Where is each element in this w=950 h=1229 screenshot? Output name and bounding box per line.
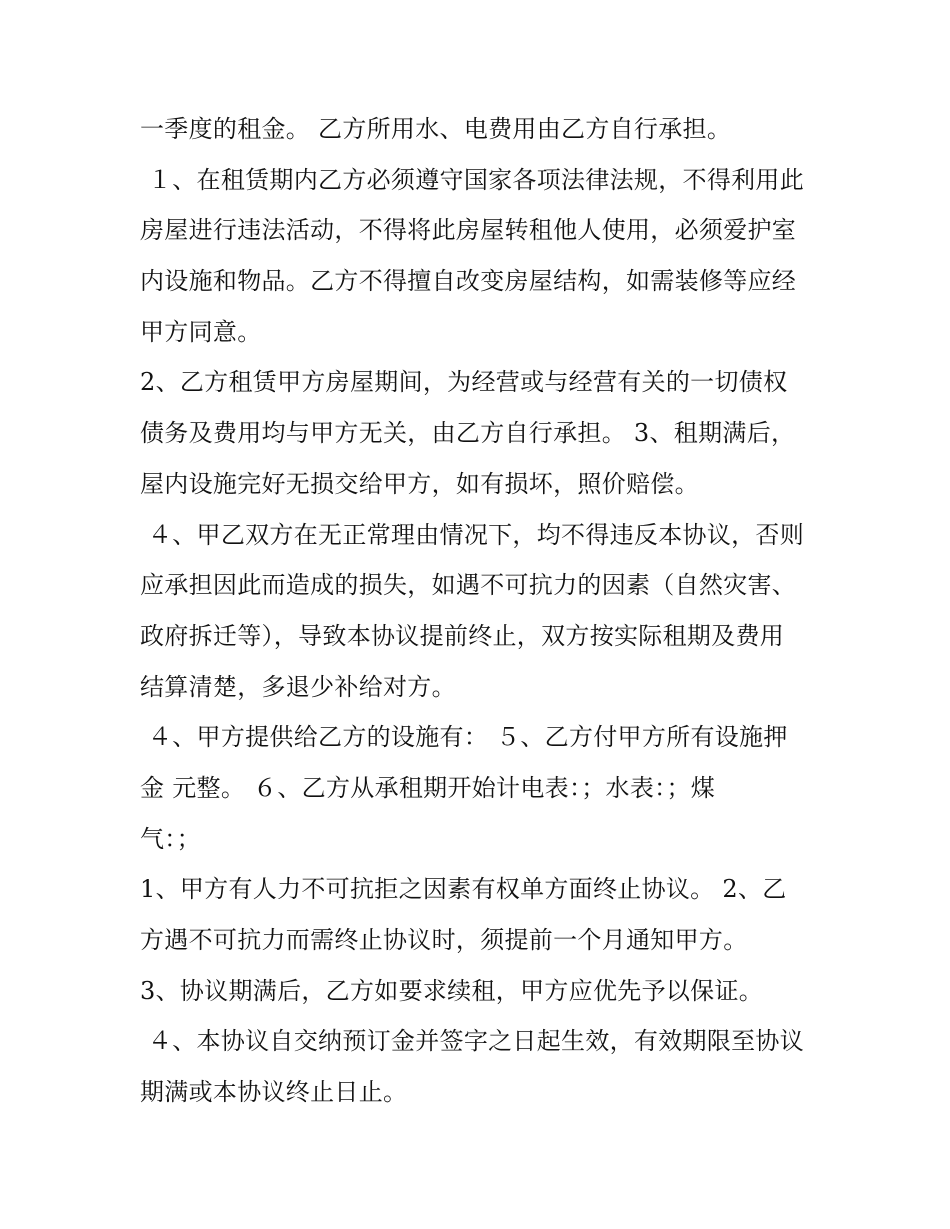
text-line: 3、协议期满后，乙方如要求续租，甲方应优先予以保证。 (140, 976, 764, 1005)
text-line: 1、甲方有人力不可抗拒之因素有权单方面终止协议。 2、乙 (140, 875, 787, 904)
text-line: 屋内设施完好无损交给甲方，如有损坏，照价赔偿。 (140, 469, 699, 498)
document-body (140, 104, 830, 1118)
text-line: １、在租赁期内乙方必须遵守国家各项法律法规，不得利用此 (140, 165, 805, 194)
text-line: 债务及费用均与甲方无关，由乙方自行承担。 3、租期满后， (140, 419, 796, 448)
text-line: 甲方同意。 (140, 317, 262, 346)
text-line: 气：； (140, 824, 201, 853)
text-line: ４、本协议自交纳预订金并签字之日起生效，有效期限至协议 (140, 1027, 805, 1056)
text-line: 一季度的租金。 乙方所用水、电费用由乙方自行承担。 (140, 115, 732, 143)
text-line: 政府拆迁等），导致本协议提前终止，双方按实际租期及费用 (140, 621, 785, 650)
text-line: ４、甲方提供给乙方的设施有： ５、乙方付甲方所有设施押 (140, 723, 788, 752)
text-line: 应承担因此而造成的损失，如遇不可抗力的因素（自然灾害、 (140, 571, 797, 600)
text-line: 房屋进行违法活动，不得将此房屋转租他人使用，必须爱护室 (140, 216, 797, 245)
text-line: ４、甲乙双方在无正常理由情况下，均不得违反本协议，否则 (140, 520, 805, 549)
text-line: 金 元整。 ６、乙方从承租期开始计电表：；水表：；煤 (140, 773, 716, 802)
text-line: 方遇不可抗力而需终止协议时，须提前一个月通知甲方。 (140, 926, 748, 954)
text-line: 期满或本协议终止日止。 (140, 1078, 408, 1107)
text-line: 2、乙方租赁甲方房屋期间，为经营或与经营有关的一切债权 (140, 368, 788, 397)
text-line: 结算清楚，多退少补给对方。 (140, 672, 456, 701)
text-line: 内设施和物品。乙方不得擅自改变房屋结构，如需装修等应经 (140, 267, 797, 296)
